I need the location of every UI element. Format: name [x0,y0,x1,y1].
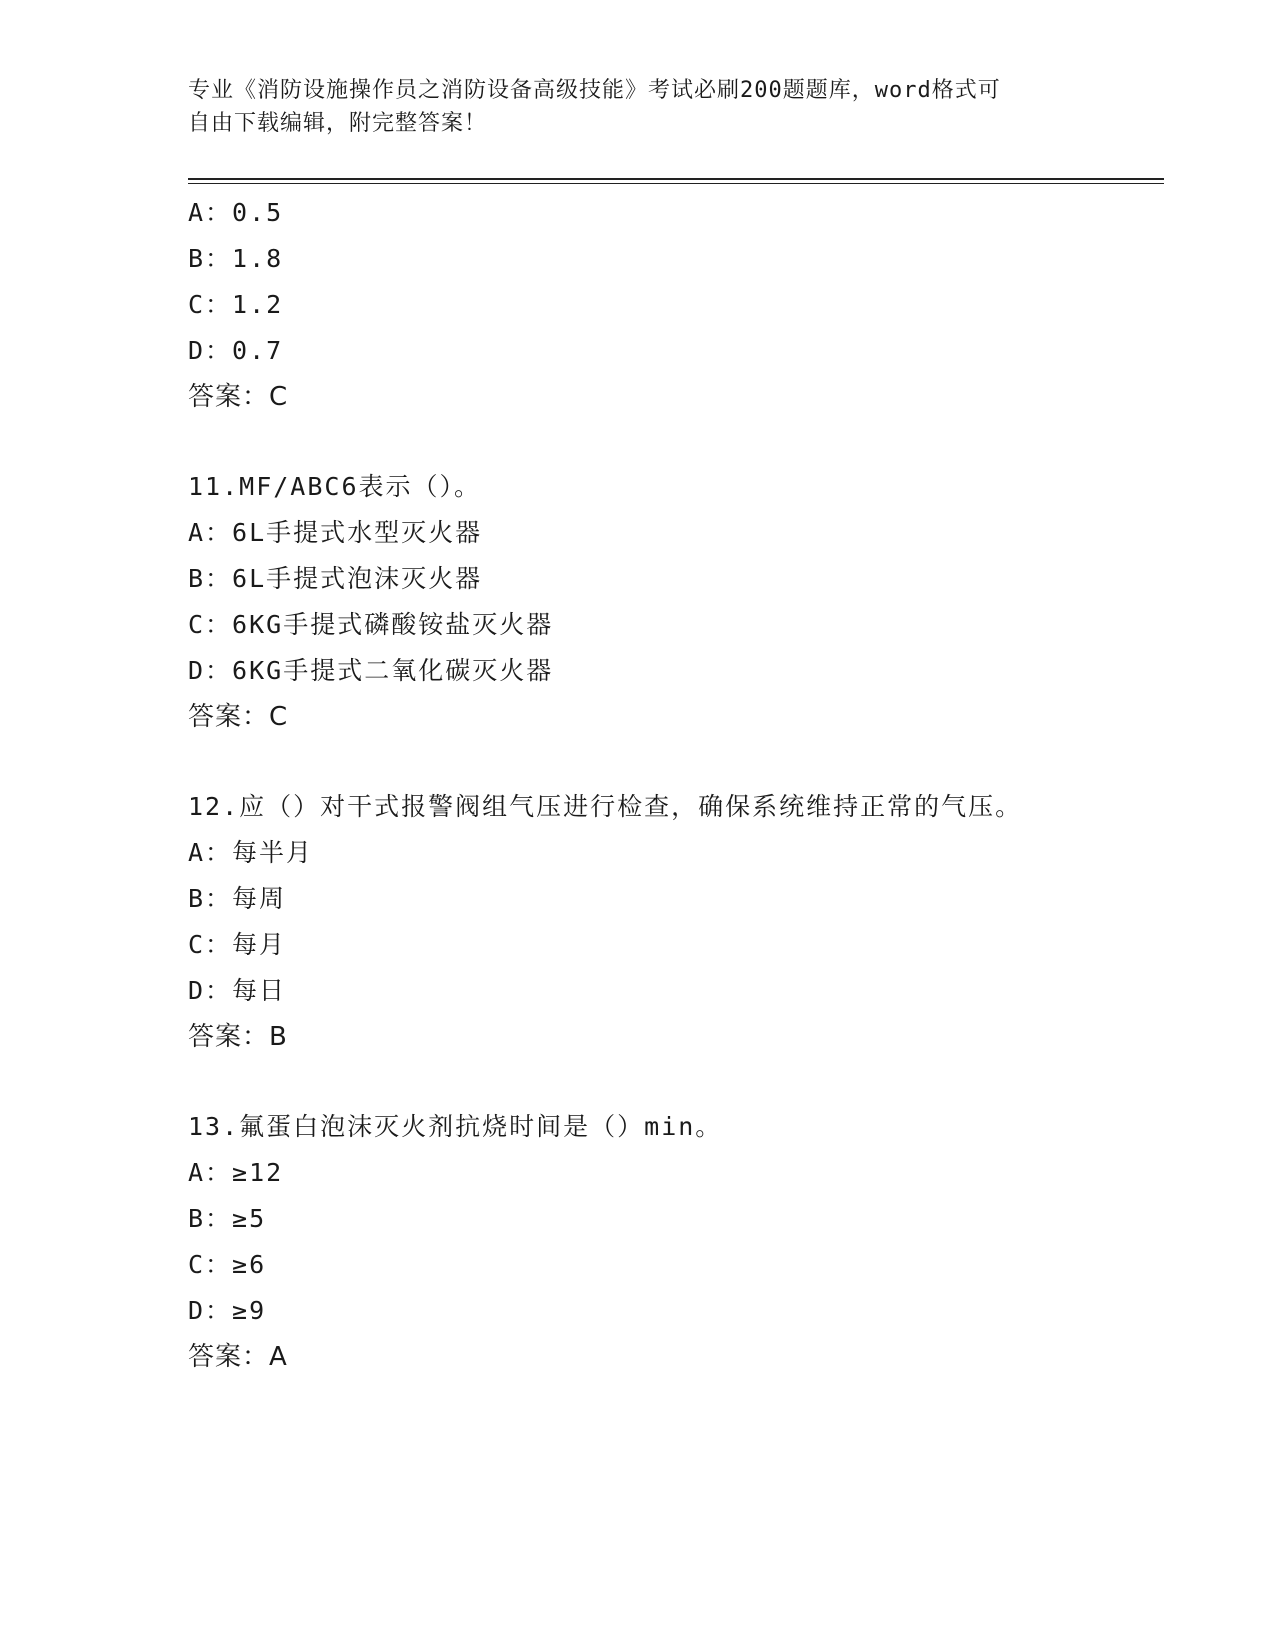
question-text: 12.应（）对干式报警阀组气压进行检查，确保系统维持正常的气压。 [188,792,1023,821]
spacer [188,1060,1164,1104]
spacer [188,740,1164,784]
question-text: 11.MF/ABC6表示（）。 [188,472,482,501]
option-b: B：6L手提式泡沫灭火器 [188,564,483,593]
header-rule-thin [188,183,1164,184]
header-line-1: 专业《消防设施操作员之消防设备高级技能》考试必刷200题题库，word格式可 [188,78,1001,103]
question-13 [188,1104,1164,1380]
option-b: B：≥5 [188,1204,267,1233]
option-a: A：≥12 [188,1158,284,1187]
question-12 [188,784,1164,1060]
option-a: A：每半月 [188,838,314,867]
option-c: C：≥6 [188,1250,267,1279]
answer: 答案：A [188,1342,288,1372]
option-a: A：6L手提式水型灭火器 [188,518,483,547]
option-c: C：每月 [188,930,287,959]
option-d: D：每日 [188,976,287,1005]
question-text: 13.氟蛋白泡沫灭火剂抗烧时间是（）min。 [188,1112,723,1141]
answer: 答案：B [188,1022,288,1052]
spacer [188,420,1164,464]
answer: 答案：C [188,702,289,732]
header-line-2: 自由下载编辑，附完整答案！ [188,111,488,136]
question-11 [188,464,1164,740]
header-rule-thick [188,178,1164,180]
document-header [188,74,1088,140]
option-d: D：6KG手提式二氧化碳灭火器 [188,656,554,685]
option-b: B：每周 [188,884,287,913]
option-a: A：0.5 [188,198,284,227]
question-list [188,190,1164,1380]
question-10 [188,190,1164,420]
option-c: C：1.2 [188,290,284,319]
option-b: B：1.8 [188,244,284,273]
option-d: D：0.7 [188,336,284,365]
option-d: D：≥9 [188,1296,267,1325]
option-c: C：6KG手提式磷酸铵盐灭火器 [188,610,554,639]
answer: 答案：C [188,382,289,412]
